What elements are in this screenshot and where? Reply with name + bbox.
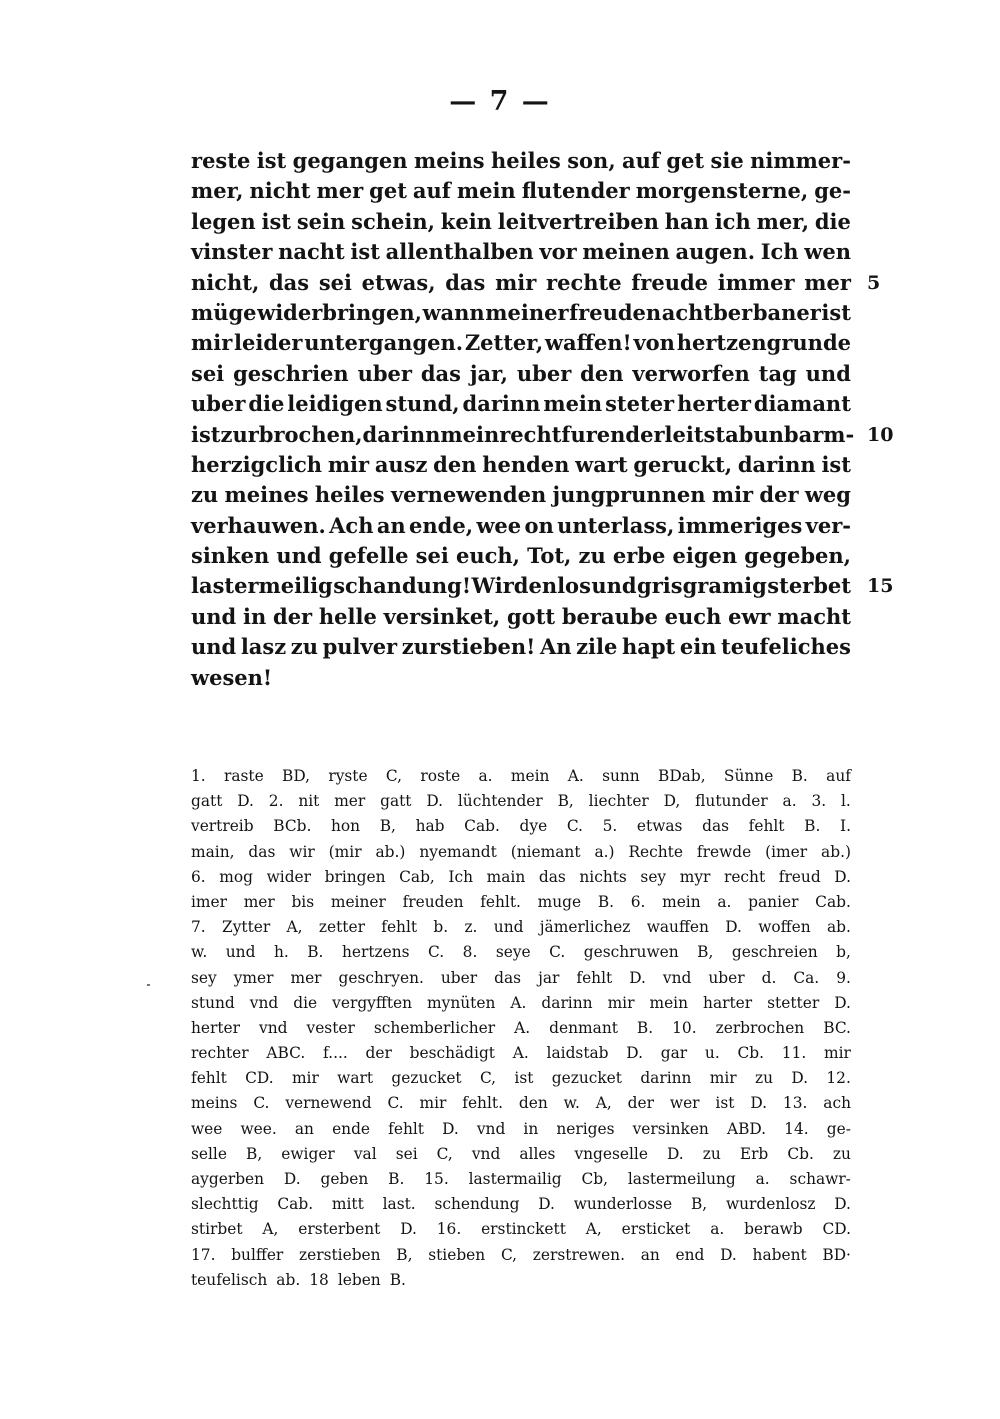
footnote-line: aygerben D. geben B. 15. lastermailig Cb, lastermeilung a. schawr-: [191, 1170, 851, 1188]
text-line: und in der helle versinket, gott beraube euch ewr macht: [191, 603, 851, 629]
text-line: nicht, das sei etwas, das mir rechte freude immer mer 5: [191, 268, 851, 298]
footnote-line: stund vnd die vergyfften mynüten A. darinn mir mein harter stetter D.: [191, 993, 851, 1012]
text-line: vinster nacht ist allenthalben vor meinen augen. Ich wen: [191, 239, 851, 265]
footnote-line: w. und h. B. hertzens C. 8. seye C. geschruwen B, geschreien b,: [191, 943, 851, 962]
footnote-line: imer mer bis meiner freuden fehlt. muge B. 6. mein a. panier Cab.: [191, 892, 851, 911]
footnote-line: wee wee. an ende fehlt D. vnd in neriges versinken ABD. 14. ge-: [191, 1119, 851, 1138]
footnote-line: stirbet A, ersterbent D. 16. erstinckett A, ersticket a. berawb CD.: [191, 1220, 851, 1239]
line-number: 5: [867, 271, 881, 294]
text-line: mer, nicht mer get auf mein flutender morgensterne, ge-: [191, 178, 851, 204]
footnote-line: fehlt CD. mir wart gezucket C, ist gezucket darinn mir zu D. 12.: [191, 1069, 851, 1088]
text-line: verhauwen. Ach an ende, wee on unterlass, immeriges ver-: [191, 512, 851, 538]
text-line: und lasz zu pulver zurstieben! An zile hapt ein teufeliches: [191, 634, 851, 660]
footnote-line: vertreib BCb. hon B, hab Cab. dye C. 5. etwas das fehlt B. I.: [191, 817, 851, 836]
line-number: 10: [867, 423, 894, 446]
text-line: lastermeilig schandung! Wirdenlos und grisgramig sterbet 15: [191, 571, 851, 601]
footnote-line: 17. bulffer zerstieben B, stieben C, zerstrewen. an end D. habent BD·: [191, 1245, 851, 1264]
main-text-block: [191, 146, 894, 693]
text-line: herzigclich mir ausz den henden wart geruckt, darinn ist: [191, 451, 851, 477]
print-speck: [147, 984, 150, 986]
footnote-line: meins C. vernewend C. mir fehlt. den w. A, der wer ist D. 13. ach: [191, 1094, 851, 1113]
footnote-line: gatt D. 2. nit mer gatt D. lüchtender B, liechter D, flutunder a. 3. l.: [191, 792, 851, 811]
footnote-line: selle B, ewiger val sei C, vnd alles vngeselle D. zu Erb Cb. zu: [191, 1144, 851, 1163]
footnote-line: teufelisch ab. 18 leben B.: [191, 1270, 406, 1289]
footnote-line: slechttig Cab. mitt last. schendung D. wunderlosse B, wurdenlosz D.: [191, 1195, 851, 1214]
footnote-line: rechter ABC. f.... der beschädigt A. laidstab D. gar u. Cb. 11. mir: [191, 1044, 851, 1063]
text-line: mir leider untergangen. Zetter, waffen! von hertzengrunde: [191, 330, 851, 356]
footnote-line: main, das wir (mir ab.) nyemandt (niemant a.) Rechte frewde (imer ab.): [191, 842, 851, 861]
footnote-line: 7. Zytter A, zetter fehlt b. z. und jämerlichez wauffen D. woffen ab.: [191, 918, 851, 937]
text-line: legen ist sein schein, kein leitvertreiben han ich mer, die: [191, 208, 851, 234]
footnote-line: herter vnd vester schemberlicher A. denmant B. 10. zerbrochen BC.: [191, 1018, 851, 1037]
text-line: reste ist gegangen meins heiles son, auf get sie nimmer-: [191, 148, 851, 173]
text-line: sinken und gefelle sei euch, Tot, zu erbe eigen gegeben,: [191, 543, 851, 569]
footnote-line: 6. mog wider bringen Cab, Ich main das nichts sey myr recht freud D.: [191, 867, 851, 886]
text-line: zu meines heiles vernewenden jungprunnen mir der weg: [191, 482, 851, 508]
page-number: — 7 —: [449, 86, 551, 117]
text-line: uber die leidigen stund, darinn mein steter herter diamant: [191, 391, 851, 417]
text-line: sei geschrien uber das jar, uber den verworfen tag und: [191, 360, 851, 386]
text-line: ist zurbrochen, darinn mein recht furender leitstab unbarm- 10: [191, 420, 851, 450]
footnote-line: 1. raste BD, ryste C, roste a. mein A. sunn BDab, Sünne B. auf: [191, 767, 851, 785]
line-number: 15: [867, 575, 894, 598]
footnotes-block: [191, 764, 851, 1293]
text-line: wesen!: [191, 664, 273, 690]
footnote-line: sey ymer mer geschryen. uber das jar fehlt D. vnd uber d. Ca. 9.: [191, 968, 851, 987]
text-line: müge widerbringen, wann meiner freuden achtber baner ist: [191, 299, 851, 325]
